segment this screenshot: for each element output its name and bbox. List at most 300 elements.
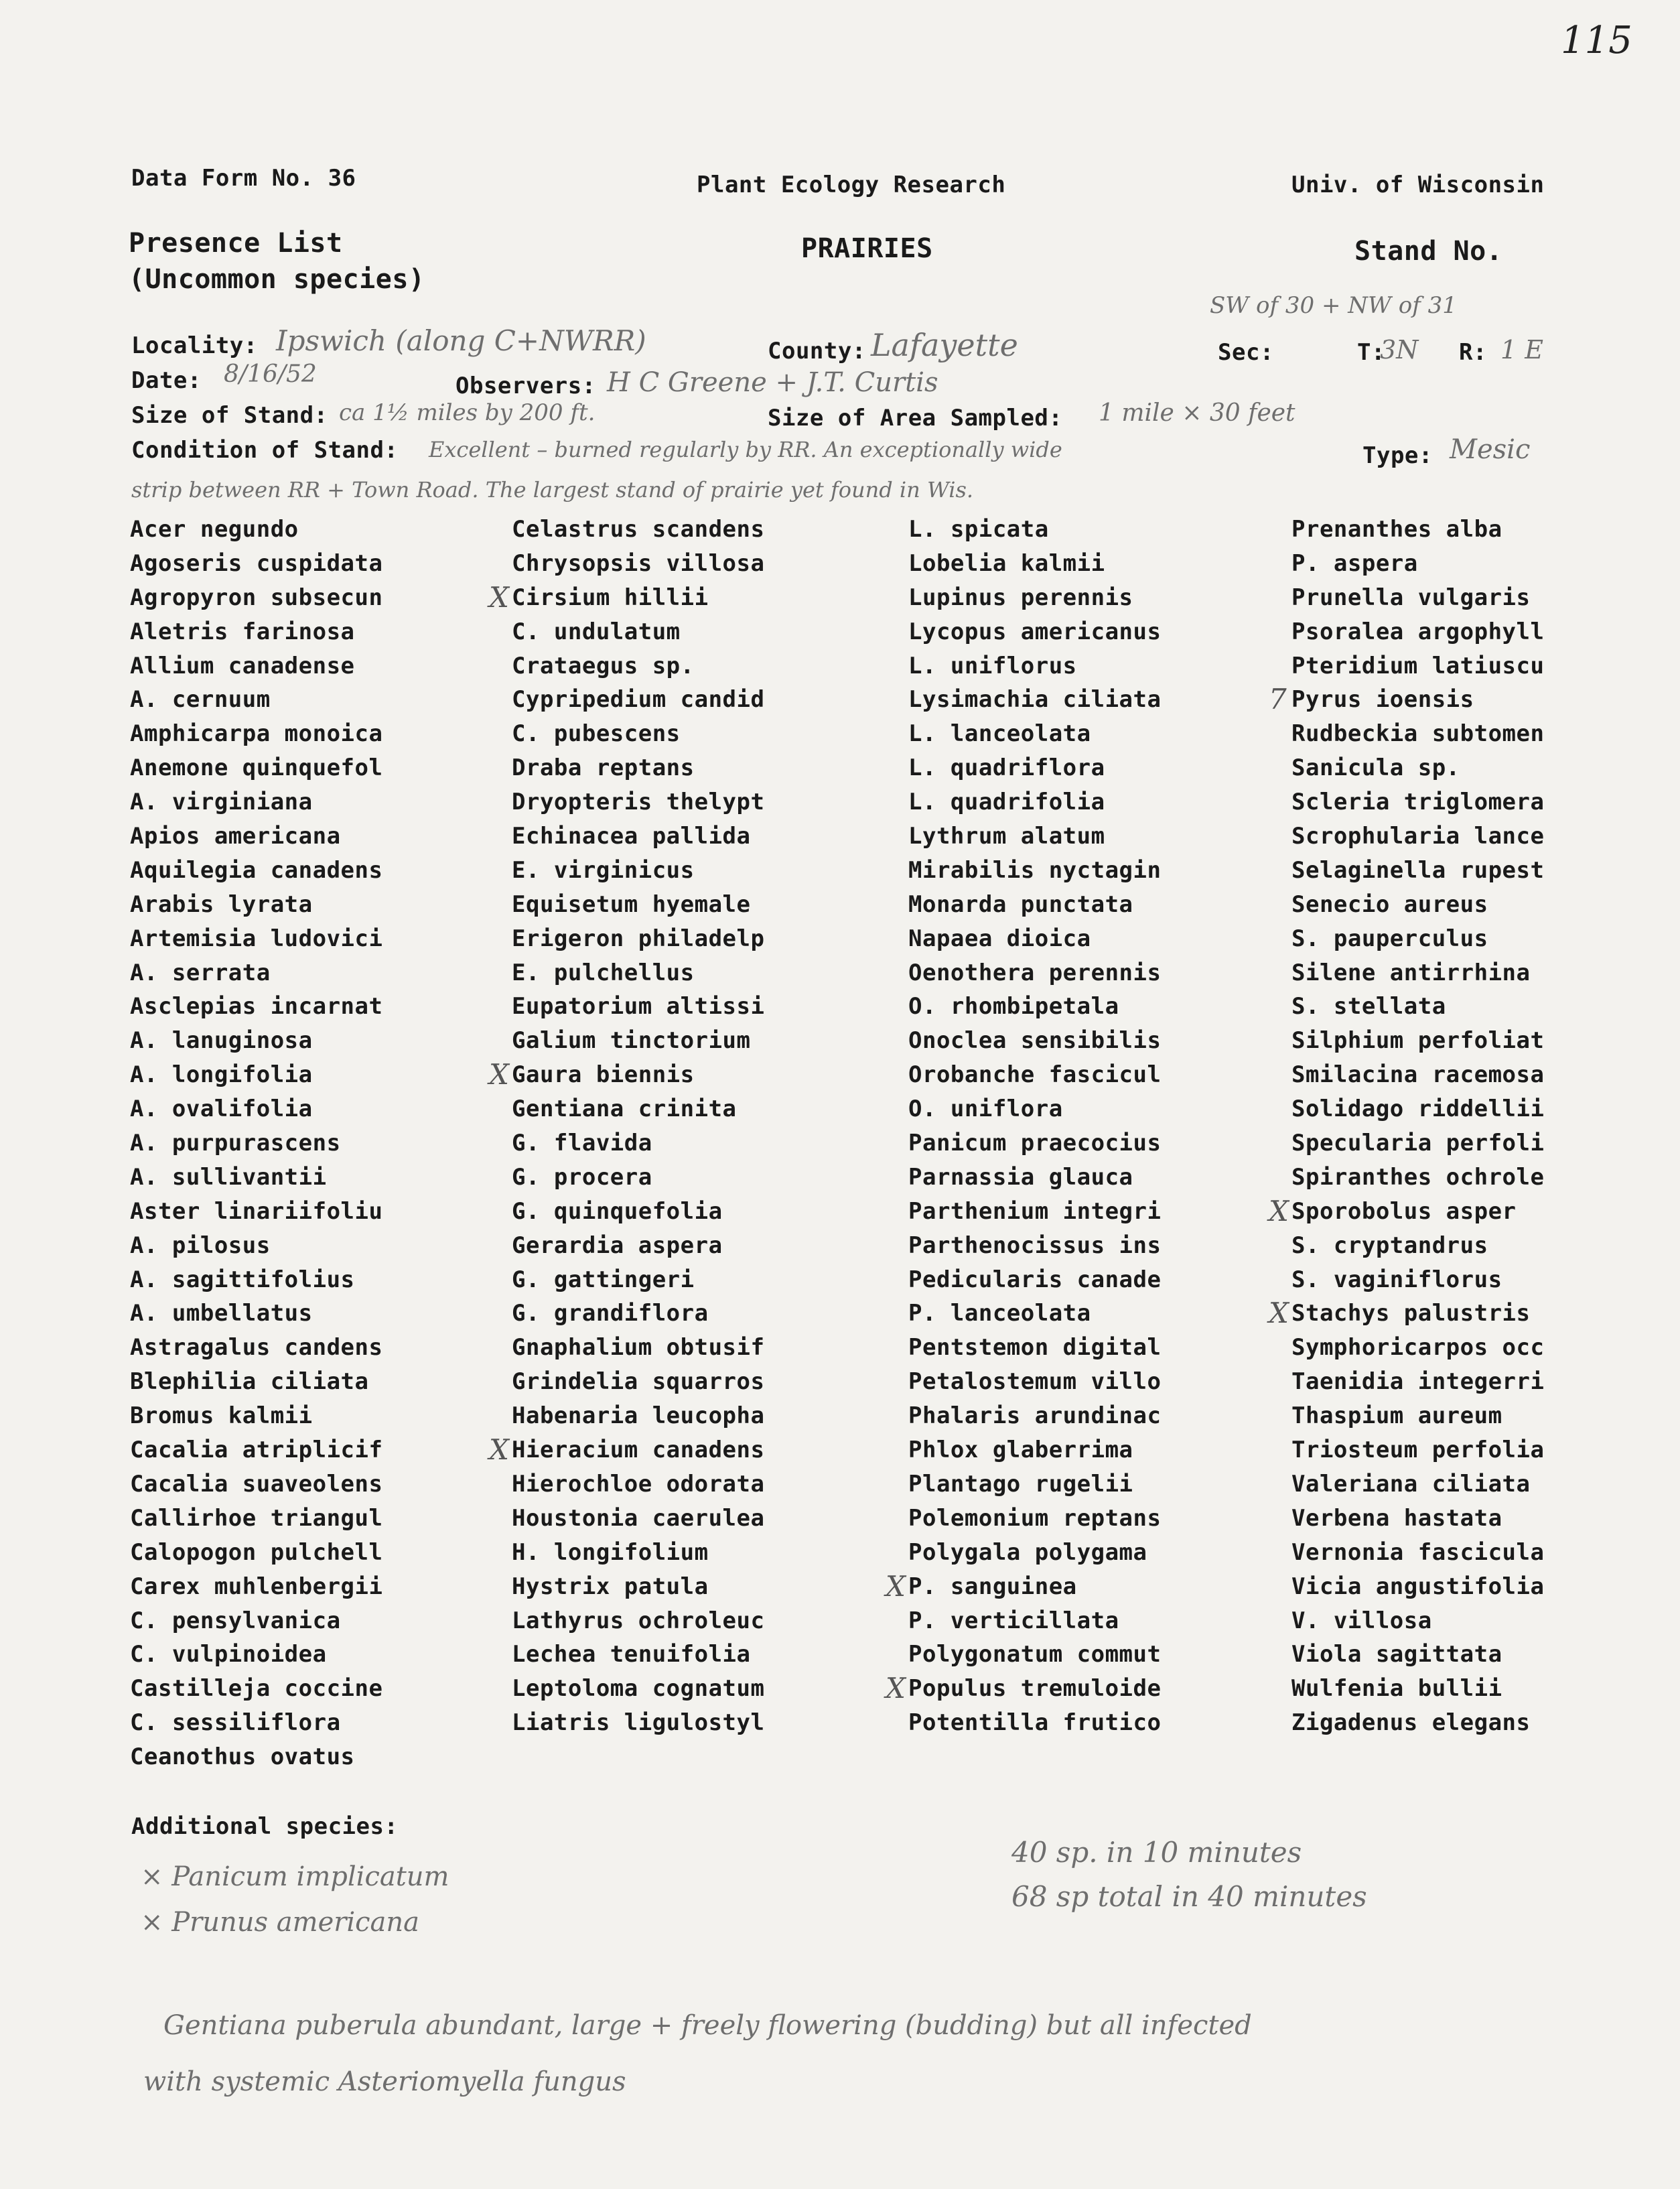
species-entry bbox=[908, 888, 1161, 922]
species-name: C. pubescens bbox=[512, 720, 681, 748]
species-name: Silphium perfoliat bbox=[1291, 1027, 1545, 1055]
species-entry bbox=[130, 751, 382, 785]
species-name: Amphicarpa monoica bbox=[130, 720, 383, 748]
species-name: Prenanthes alba bbox=[1291, 516, 1502, 543]
species-entry bbox=[512, 1502, 764, 1536]
species-entry bbox=[489, 580, 764, 615]
stand-number-label: Stand No. bbox=[1354, 236, 1503, 267]
check-mark: X bbox=[489, 1433, 510, 1467]
species-name: A. longifolia bbox=[130, 1061, 313, 1089]
species-name: Polemonium reptans bbox=[908, 1504, 1162, 1532]
condition-label: Condition of Stand: bbox=[131, 437, 399, 464]
species-name: Aletris farinosa bbox=[130, 618, 355, 645]
species-name: Gentiana crinita bbox=[512, 1096, 737, 1123]
species-entry bbox=[908, 581, 1161, 615]
observers-label: Observers: bbox=[456, 373, 596, 399]
species-name: Lathyrus ochroleuc bbox=[512, 1607, 765, 1634]
size-of-stand-label: Size of Stand: bbox=[131, 402, 328, 429]
species-name: Phlox glaberrima bbox=[908, 1437, 1133, 1464]
species-name: E. virginicus bbox=[512, 856, 695, 884]
species-name: Petalostemum villo bbox=[908, 1368, 1162, 1396]
species-entry bbox=[130, 1740, 382, 1774]
species-entry bbox=[512, 1706, 764, 1740]
species-name: Gerardia aspera bbox=[512, 1232, 723, 1259]
species-name: Apios americana bbox=[130, 823, 341, 850]
species-name: Habenaria leucopha bbox=[512, 1402, 765, 1430]
species-column-2 bbox=[489, 513, 765, 1740]
species-entry bbox=[130, 1058, 382, 1092]
species-name: S. stellata bbox=[1291, 993, 1446, 1020]
species-name: Symphoricarpos occ bbox=[1291, 1334, 1545, 1362]
species-entry bbox=[1291, 547, 1544, 581]
species-name: A. cernuum bbox=[130, 686, 271, 714]
species-name: Lysimachia ciliata bbox=[908, 686, 1162, 714]
species-entry bbox=[908, 785, 1161, 819]
species-name: Grindelia squarros bbox=[512, 1368, 765, 1396]
species-column-1 bbox=[130, 513, 382, 1774]
species-entry bbox=[1291, 819, 1544, 854]
species-name: Equisetum hyemale bbox=[512, 890, 751, 918]
species-name: Lythrum alatum bbox=[908, 823, 1105, 850]
species-entry bbox=[1291, 854, 1544, 888]
size-of-area-value: 1 mile × 30 feet bbox=[1099, 399, 1296, 427]
species-name: Gnaphalium obtusif bbox=[512, 1334, 765, 1362]
species-name: Hieracium canadens bbox=[512, 1437, 765, 1464]
species-entry bbox=[1291, 1365, 1544, 1399]
species-entry bbox=[130, 854, 382, 888]
species-entry bbox=[908, 1297, 1161, 1331]
species-entry bbox=[512, 1638, 764, 1672]
species-entry bbox=[130, 1195, 382, 1229]
species-entry bbox=[908, 1536, 1161, 1570]
species-name: Lupinus perennis bbox=[908, 584, 1133, 611]
species-entry bbox=[908, 615, 1161, 649]
species-entry bbox=[908, 1433, 1161, 1467]
species-entry bbox=[130, 1467, 382, 1502]
species-entry bbox=[1269, 1297, 1544, 1331]
species-name: L. quadrifolia bbox=[908, 789, 1105, 816]
species-entry bbox=[512, 615, 764, 649]
species-name: A. virginiana bbox=[130, 789, 313, 816]
species-name: S. pauperculus bbox=[1291, 925, 1488, 952]
species-name: Orobanche fascicul bbox=[908, 1061, 1162, 1089]
species-name: Artemisia ludovici bbox=[130, 925, 383, 952]
species-entry bbox=[908, 1160, 1161, 1195]
species-entry bbox=[130, 1502, 382, 1536]
species-entry bbox=[908, 683, 1161, 717]
species-entry bbox=[130, 819, 382, 854]
species-name: A. umbellatus bbox=[130, 1300, 313, 1327]
species-name: Leptoloma cognatum bbox=[512, 1675, 765, 1703]
species-name: Zigadenus elegans bbox=[1291, 1709, 1531, 1737]
species-entry bbox=[1291, 615, 1544, 649]
species-entry bbox=[489, 1058, 764, 1092]
species-name: Lechea tenuifolia bbox=[512, 1641, 751, 1668]
species-name: H. longifolium bbox=[512, 1538, 709, 1566]
species-entry bbox=[512, 990, 764, 1024]
species-entry bbox=[512, 785, 764, 819]
additional-species-2: × Prunus americana bbox=[141, 1907, 420, 1938]
species-name: Taenidia integerri bbox=[1291, 1368, 1545, 1396]
species-name: Polygala polygama bbox=[908, 1538, 1147, 1566]
species-name: Parthenocissus ins bbox=[908, 1232, 1162, 1259]
species-entry bbox=[512, 1092, 764, 1126]
species-name: Blephilia ciliata bbox=[130, 1368, 369, 1396]
species-name: Valeriana ciliata bbox=[1291, 1470, 1531, 1498]
species-name: C. undulatum bbox=[512, 618, 681, 645]
species-entry bbox=[1291, 1706, 1544, 1740]
species-entry bbox=[1291, 1160, 1544, 1195]
species-entry bbox=[908, 819, 1161, 854]
species-name: A. sullivantii bbox=[130, 1163, 327, 1191]
species-entry bbox=[908, 922, 1161, 956]
species-entry bbox=[130, 1536, 382, 1570]
species-name: C. vulpinoidea bbox=[130, 1641, 327, 1668]
species-name: Dryopteris thelypt bbox=[512, 789, 765, 816]
species-name: Agropyron subsecun bbox=[130, 584, 383, 611]
date-value: 8/16/52 bbox=[224, 360, 317, 388]
species-name: Sanicula sp. bbox=[1291, 754, 1460, 782]
species-name: Stachys palustris bbox=[1291, 1300, 1531, 1327]
species-entry bbox=[1291, 1399, 1544, 1433]
range-value: 1 E bbox=[1500, 335, 1543, 364]
species-name: Callirhoe triangul bbox=[130, 1504, 383, 1532]
species-name: L. quadriflora bbox=[908, 754, 1105, 782]
check-mark: X bbox=[489, 1058, 510, 1091]
species-name: Senecio aureus bbox=[1291, 890, 1488, 918]
species-name: Vicia angustifolia bbox=[1291, 1573, 1545, 1600]
species-name: Prunella vulgaris bbox=[1291, 584, 1531, 611]
species-name: Viola sagittata bbox=[1291, 1641, 1502, 1668]
range-label: R: bbox=[1459, 339, 1487, 366]
species-entry bbox=[130, 1365, 382, 1399]
species-name: Panicum praecocius bbox=[908, 1130, 1162, 1157]
check-mark: X bbox=[1269, 1194, 1289, 1228]
species-entry bbox=[908, 1195, 1161, 1229]
species-entry bbox=[512, 1467, 764, 1502]
species-name: Echinacea pallida bbox=[512, 823, 751, 850]
species-name: A. ovalifolia bbox=[130, 1096, 313, 1123]
species-entry bbox=[1291, 1092, 1544, 1126]
list-subtitle: (Uncommon species) bbox=[129, 264, 425, 295]
species-name: A. pilosus bbox=[130, 1232, 271, 1259]
species-name: Lobelia kalmii bbox=[908, 549, 1105, 577]
species-name: Cypripedium candid bbox=[512, 686, 765, 714]
species-entry bbox=[908, 1365, 1161, 1399]
species-entry bbox=[130, 717, 382, 751]
species-entry bbox=[512, 513, 764, 547]
species-entry bbox=[130, 1263, 382, 1297]
species-entry bbox=[908, 1502, 1161, 1536]
species-entry bbox=[1291, 1126, 1544, 1160]
condition-value-line-1: Excellent – burned regularly by RR. An exceptionally wide bbox=[429, 437, 1062, 462]
species-name: Oenothera perennis bbox=[908, 959, 1162, 986]
species-name: Rudbeckia subtomen bbox=[1291, 720, 1545, 748]
section-value: SW of 30 + NW of 31 bbox=[1210, 292, 1457, 319]
species-name: Hierochloe odorata bbox=[512, 1470, 765, 1498]
species-name: Silene antirrhina bbox=[1291, 959, 1531, 986]
species-name: G. procera bbox=[512, 1163, 652, 1191]
species-entry bbox=[1291, 1604, 1544, 1638]
species-entry bbox=[1291, 1502, 1544, 1536]
species-entry bbox=[512, 819, 764, 854]
size-of-area-label: Size of Area Sampled: bbox=[768, 405, 1063, 432]
species-entry bbox=[512, 888, 764, 922]
species-name: Scrophularia lance bbox=[1291, 823, 1545, 850]
species-name: Smilacina racemosa bbox=[1291, 1061, 1545, 1089]
species-entry bbox=[908, 1058, 1161, 1092]
species-name: Cirsium hillii bbox=[512, 584, 709, 611]
species-entry bbox=[512, 683, 764, 717]
tally-line-1: 40 sp. in 10 minutes bbox=[1011, 1836, 1302, 1869]
species-name: Parthenium integri bbox=[908, 1197, 1162, 1225]
species-name: Phalaris arundinac bbox=[908, 1402, 1162, 1430]
species-entry bbox=[1291, 1229, 1544, 1263]
species-entry bbox=[130, 683, 382, 717]
check-mark: 7 bbox=[1269, 683, 1287, 716]
species-entry bbox=[512, 1229, 764, 1263]
species-name: Potentilla frutico bbox=[908, 1709, 1162, 1737]
species-name: Populus tremuloide bbox=[908, 1675, 1162, 1703]
species-entry bbox=[886, 1569, 1161, 1604]
type-label: Type: bbox=[1362, 442, 1433, 469]
species-entry bbox=[512, 1331, 764, 1365]
species-entry bbox=[908, 1024, 1161, 1058]
note-line-2: with systemic Asteriomyella fungus bbox=[143, 2066, 626, 2097]
species-entry bbox=[908, 1706, 1161, 1740]
species-entry bbox=[130, 1433, 382, 1467]
species-name: Chrysopsis villosa bbox=[512, 549, 765, 577]
species-name: G. flavida bbox=[512, 1130, 652, 1157]
species-name: Aquilegia canadens bbox=[130, 856, 383, 884]
species-column-3 bbox=[886, 513, 1162, 1740]
species-entry bbox=[130, 888, 382, 922]
species-name: Scleria triglomera bbox=[1291, 789, 1545, 816]
species-entry bbox=[130, 1638, 382, 1672]
species-entry bbox=[908, 1331, 1161, 1365]
species-name: A. serrata bbox=[130, 959, 271, 986]
species-entry bbox=[886, 1672, 1162, 1706]
species-name: Erigeron philadelp bbox=[512, 925, 765, 952]
category-title: PRAIRIES bbox=[801, 233, 933, 264]
form-number: Data Form No. 36 bbox=[131, 165, 356, 192]
species-entry bbox=[512, 1297, 764, 1331]
species-entry bbox=[908, 1092, 1161, 1126]
research-heading: Plant Ecology Research bbox=[697, 172, 1006, 198]
species-entry bbox=[512, 1263, 764, 1297]
check-mark: X bbox=[1269, 1297, 1289, 1330]
species-entry bbox=[1291, 513, 1544, 547]
species-entry bbox=[512, 1536, 764, 1570]
species-name: C. pensylvanica bbox=[130, 1607, 341, 1634]
species-entry bbox=[1269, 1194, 1544, 1229]
species-entry bbox=[512, 649, 764, 683]
species-name: P. sanguinea bbox=[908, 1573, 1077, 1600]
sec-label: Sec: bbox=[1218, 339, 1274, 366]
species-entry bbox=[130, 922, 382, 956]
species-entry bbox=[908, 956, 1161, 990]
species-entry bbox=[512, 1195, 764, 1229]
species-name: O. uniflora bbox=[908, 1096, 1063, 1123]
species-name: Crataegus sp. bbox=[512, 652, 695, 679]
species-name: Bromus kalmii bbox=[130, 1402, 313, 1430]
species-name: Agoseris cuspidata bbox=[130, 549, 383, 577]
species-entry bbox=[130, 1092, 382, 1126]
university-name: Univ. of Wisconsin bbox=[1291, 172, 1545, 198]
list-title: Presence List bbox=[129, 228, 343, 259]
species-entry bbox=[130, 1672, 382, 1706]
tally-line-2: 68 sp total in 40 minutes bbox=[1011, 1880, 1367, 1913]
species-entry bbox=[908, 1229, 1161, 1263]
species-name: G. gattingeri bbox=[512, 1266, 695, 1293]
species-entry bbox=[130, 1160, 382, 1195]
species-name: Allium canadense bbox=[130, 652, 355, 679]
species-name: Onoclea sensibilis bbox=[908, 1027, 1162, 1055]
species-name: Liatris ligulostyl bbox=[512, 1709, 765, 1737]
species-entry bbox=[130, 956, 382, 990]
species-name: S. vaginiflorus bbox=[1291, 1266, 1502, 1293]
species-name: Sporobolus asper bbox=[1291, 1197, 1517, 1225]
species-entry bbox=[512, 717, 764, 751]
species-entry bbox=[908, 547, 1161, 581]
species-entry bbox=[130, 1399, 382, 1433]
note-line-1: Gentiana puberula abundant, large + freely flowering (budding) but all infected bbox=[163, 2010, 1252, 2041]
township-label: T: bbox=[1357, 339, 1385, 366]
species-entry bbox=[908, 1467, 1161, 1502]
species-name: Pentstemon digital bbox=[908, 1334, 1162, 1362]
species-entry bbox=[512, 1160, 764, 1195]
species-name: Calopogon pulchell bbox=[130, 1538, 383, 1566]
additional-species-label: Additional species: bbox=[131, 1813, 399, 1840]
species-name: Gaura biennis bbox=[512, 1061, 695, 1089]
species-name: E. pulchellus bbox=[512, 959, 695, 986]
county-label: County: bbox=[768, 338, 866, 364]
species-entry bbox=[130, 547, 382, 581]
species-entry bbox=[512, 956, 764, 990]
species-entry bbox=[1291, 956, 1544, 990]
observers-value: H C Greene + J.T. Curtis bbox=[607, 367, 938, 398]
species-name: Draba reptans bbox=[512, 754, 695, 782]
species-entry bbox=[908, 1263, 1161, 1297]
species-entry bbox=[908, 1399, 1161, 1433]
species-entry bbox=[130, 1331, 382, 1365]
species-entry bbox=[512, 1024, 764, 1058]
species-name: Verbena hastata bbox=[1291, 1504, 1502, 1532]
species-entry bbox=[130, 615, 382, 649]
species-name: Mirabilis nyctagin bbox=[908, 856, 1162, 884]
species-entry bbox=[908, 1604, 1161, 1638]
species-entry bbox=[512, 922, 764, 956]
species-name: Ceanothus ovatus bbox=[130, 1743, 355, 1771]
species-name: Carex muhlenbergii bbox=[130, 1573, 383, 1600]
species-name: Aster linariifoliu bbox=[130, 1197, 383, 1225]
species-name: Houstonia caerulea bbox=[512, 1504, 765, 1532]
species-entry bbox=[908, 751, 1161, 785]
species-entry bbox=[512, 1126, 764, 1160]
species-name: V. villosa bbox=[1291, 1607, 1432, 1634]
species-name: L. uniflorus bbox=[908, 652, 1077, 679]
species-entry bbox=[130, 513, 382, 547]
species-name: Pteridium latiuscu bbox=[1291, 652, 1545, 679]
species-entry bbox=[1291, 922, 1544, 956]
species-name: A. sagittifolius bbox=[130, 1266, 355, 1293]
species-entry bbox=[512, 854, 764, 888]
species-name: Celastrus scandens bbox=[512, 516, 765, 543]
species-name: Selaginella rupest bbox=[1291, 856, 1545, 884]
species-name: Monarda punctata bbox=[908, 890, 1133, 918]
species-name: O. rhombipetala bbox=[908, 993, 1119, 1020]
species-entry bbox=[908, 1126, 1161, 1160]
condition-value-line-2: strip between RR + Town Road. The largest stand of prairie yet found in Wis. bbox=[131, 477, 974, 503]
species-entry bbox=[130, 1570, 382, 1604]
species-name: L. lanceolata bbox=[908, 720, 1091, 748]
species-name: P. aspera bbox=[1291, 549, 1418, 577]
species-entry bbox=[130, 1706, 382, 1740]
species-name: Wulfenia bullii bbox=[1291, 1675, 1502, 1703]
species-name: P. verticillata bbox=[908, 1607, 1119, 1634]
species-entry bbox=[1291, 1638, 1544, 1672]
date-label: Date: bbox=[131, 367, 202, 394]
species-entry bbox=[1291, 1331, 1544, 1365]
species-name: Specularia perfoli bbox=[1291, 1130, 1545, 1157]
species-name: Solidago riddellii bbox=[1291, 1096, 1545, 1123]
species-entry bbox=[1291, 751, 1544, 785]
species-entry bbox=[130, 581, 382, 615]
species-column-4 bbox=[1269, 513, 1545, 1740]
species-entry bbox=[1291, 785, 1544, 819]
species-entry bbox=[1291, 1570, 1544, 1604]
species-name: C. sessiliflora bbox=[130, 1709, 341, 1737]
species-entry bbox=[512, 547, 764, 581]
species-entry bbox=[130, 990, 382, 1024]
species-entry bbox=[908, 717, 1161, 751]
species-name: Napaea dioica bbox=[908, 925, 1091, 952]
species-entry bbox=[130, 1604, 382, 1638]
species-entry bbox=[512, 1672, 764, 1706]
species-name: Parnassia glauca bbox=[908, 1163, 1133, 1191]
locality-label: Locality: bbox=[131, 332, 258, 359]
species-name: S. cryptandrus bbox=[1291, 1232, 1488, 1259]
species-name: A. lanuginosa bbox=[130, 1027, 313, 1055]
species-name: Asclepias incarnat bbox=[130, 993, 383, 1020]
species-name: Cacalia atriplicif bbox=[130, 1437, 383, 1464]
check-mark: X bbox=[886, 1672, 906, 1705]
species-entry bbox=[1291, 990, 1544, 1024]
species-entry bbox=[130, 785, 382, 819]
species-name: Triosteum perfolia bbox=[1291, 1437, 1545, 1464]
species-entry bbox=[908, 990, 1161, 1024]
species-name: Cacalia suaveolens bbox=[130, 1470, 383, 1498]
species-name: Arabis lyrata bbox=[130, 890, 313, 918]
species-entry bbox=[1291, 1536, 1544, 1570]
species-entry bbox=[908, 649, 1161, 683]
species-name: L. spicata bbox=[908, 516, 1049, 543]
species-name: Hystrix patula bbox=[512, 1573, 709, 1600]
species-entry bbox=[512, 1604, 764, 1638]
species-name: Pyrus ioensis bbox=[1291, 686, 1474, 714]
county-value: Lafayette bbox=[871, 327, 1018, 363]
species-name: Plantago rugelii bbox=[908, 1470, 1133, 1498]
species-entry bbox=[908, 1638, 1161, 1672]
species-name: Vernonia fascicula bbox=[1291, 1538, 1545, 1566]
species-entry bbox=[1291, 1433, 1544, 1467]
species-entry bbox=[1291, 649, 1544, 683]
species-entry bbox=[1269, 683, 1544, 717]
species-entry bbox=[512, 751, 764, 785]
species-name: Thaspium aureum bbox=[1291, 1402, 1502, 1430]
species-entry bbox=[130, 1297, 382, 1331]
species-name: Anemone quinquefol bbox=[130, 754, 383, 782]
